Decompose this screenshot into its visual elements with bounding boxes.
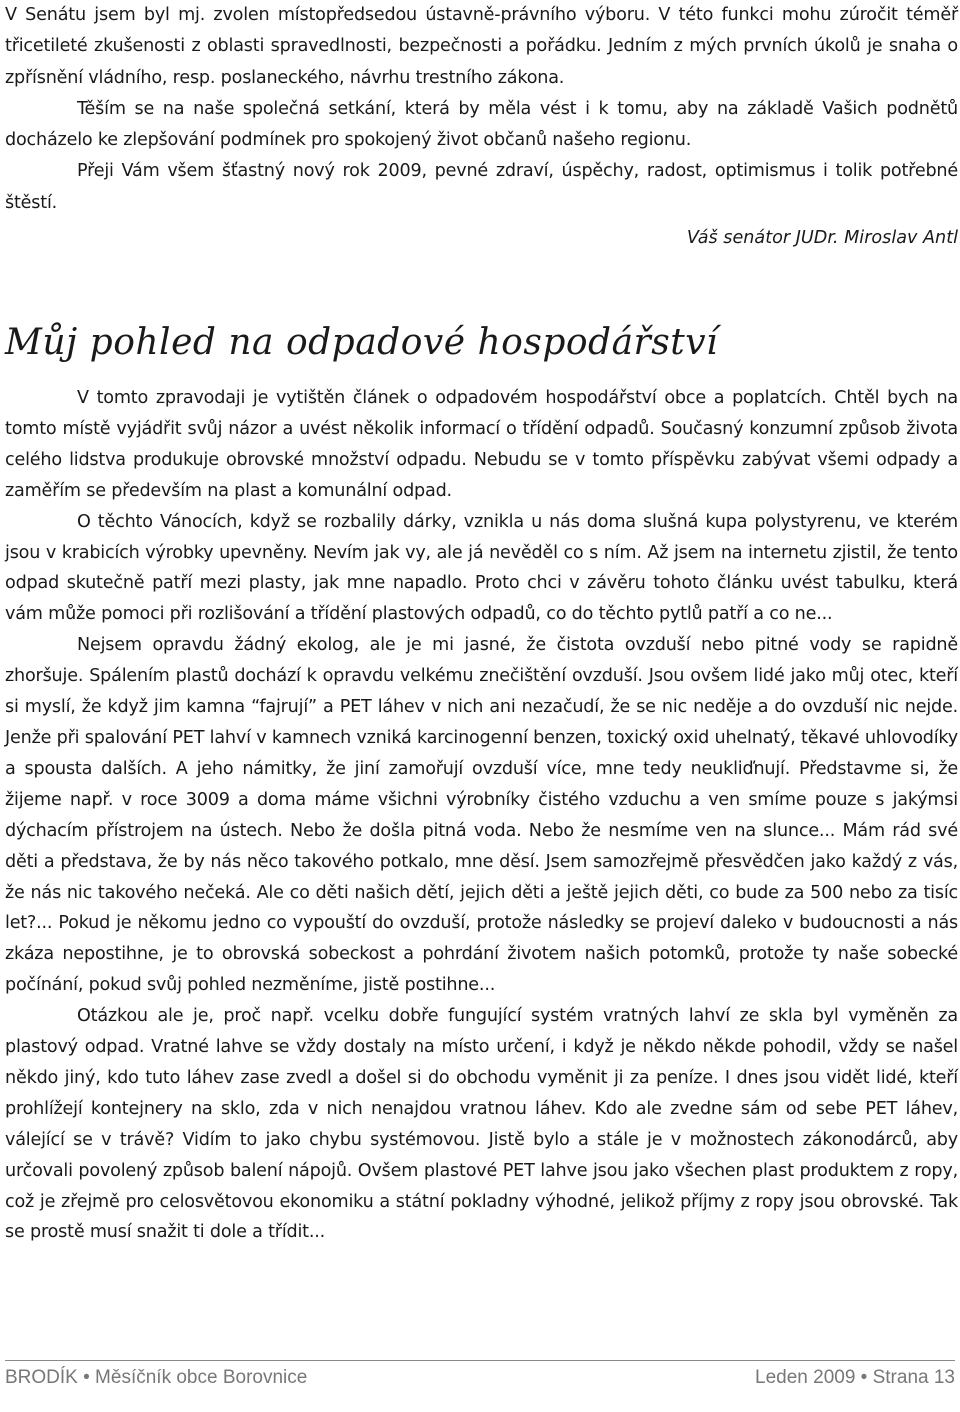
- footer-publication: BRODÍK • Měsíčník obce Borovnice: [5, 1367, 308, 1388]
- intro-section: [5, 0, 958, 254]
- article-paragraph: Nejsem opravdu žádný ekolog, ale je mi jasné, že čistota ovzduší nebo pitné vody se rapidně zhoršuje. Spálením plastů dochází k opravdu velkému znečištění ovzduší. Jsou ovšem lidé jako můj otec, kteří si myslí, že když jim kamna “fajrují” a PET láhev v nich ani nezačudí, že se nic neděje a do ovzduší nic nejde. Jenže při spalování PET lahví v kamnech vzniká karcinogenní benzen, toxický oxid uhelnatý, těkavé uhlovodíky a spousta dalších. A jeho námitky, že jiní zamořují ovzduší více, mne tedy neukliďnují. Představme si, že žijeme např. v roce 3009 a doma máme všichni výrobníky čistého vzduchu a ven smíme pouze s jakýmsi dýchacím přístrojem na ústech. Nebo že došla pitná voda. Nebo že nesmíme ven na slunce... Mám rád své děti a představa, že by nás něco takového potkalo, mne děsí. Jsem samozřejmě přesvědčen jako každý z vás, že nás nic takového nečeká. Ale co děti našich dětí, jejich děti a ještě jejich děti, co bude za 500 nebo za tisíc let?... Pokud je někomu jedno co vypouští do ovzduší, protože následky se projeví daleko v budoucnosti a nás zkáza nepostihne, je to obrovská sobeckost a pohrdání životem našich potomků, protože ty naše sobecké počínání, pokud svůj pohled nezměníme, jistě postihne...: [5, 635, 958, 996]
- intro-paragraph: Přeji Vám všem šťastný nový rok 2009, pevné zdraví, úspěchy, radost, optimismus i tolik potřebné štěstí.: [5, 161, 958, 213]
- article-paragraph: Otázkou ale je, proč např. vcelku dobře fungující systém vratných lahví ze skla byl vyměněn za plastový odpad. Vratné lahve se vždy dostaly na místo určení, i když je někdo někde pohodil, vždy se našel někdo jiný, kdo tuto láhev zase zvedl a došel si do obchodu vyměnit ji za peníze. I dnes jsou vidět lidé, kteří prohlížejí kontejnery na sklo, zda v nich nenajdou vratnou láhev. Kdo ale zvedne sám od sebe PET láhev, válející se v trávě? Vidím to jako chybu systémovou. Jistě bylo a stále je v možnostech zákonodárců, aby určovali povolený způsob balení nápojů. Ovšem plastové PET lahve jsou jako všechen plast produktem z ropy, což je zřejmě pro celosvětovou ekonomiku a státní pokladny výhodné, jelikož příjmy z ropy jsou obrovské. Tak se prostě musí snažit ti dole a třídit...: [5, 1006, 958, 1243]
- article-paragraph: V tomto zpravodaji je vytištěn článek o odpadovém hospodářství obce a poplatcích. Chtěl bych na tomto místě vyjádřit svůj názor a uvést několik informací o třídění odpadů. Současný konzumní způsob života celého lidstva produkuje obrovské množství odpadu. Nebudu se v tomto příspěvku zabývat všemi odpady a zaměřím se především na plast a komunální odpad.: [5, 388, 958, 501]
- intro-paragraph: V Senátu jsem byl mj. zvolen místopředsedou ústavně-právního výboru. V této funkci mohu zúročit téměř třicetileté zkušenosti z oblasti spravedlnosti, bezpečnosti a pořádku. Jedním z mých prvních úkolů je snaha o zpřísnění vládního, resp. poslaneckého, návrhu trestního zákona.: [5, 5, 958, 88]
- intro-paragraph: Těším se na naše společná setkání, která by měla vést i k tomu, aby na základě Vašich podnětů docházelo ke zlepšování podmínek pro spokojený život občanů našeho regionu.: [5, 98, 958, 151]
- footer-issue-page: Leden 2009 • Strana 13: [755, 1367, 955, 1388]
- article-paragraph: O těchto Vánocích, když se rozbalily dárky, vznikla u nás doma slušná kupa polystyrenu, ve kterém jsou v krabicích výrobky upevněny. Nevím jak vy, ale já nevěděl co s ním. Až jsem na internetu zjistil, že tento odpad skutečně patří mezi plasty, jak mne napadlo. Proto chci v závěru tohoto článku uvést tabulku, která vám může pomoci při rozlišování a třídění plastových odpadů, co do těchto pytlů patří a co ne...: [5, 511, 958, 625]
- senator-signature: Váš senátor JUDr. Miroslav Antl: [686, 228, 958, 249]
- page-footer: [5, 1360, 955, 1389]
- article-body: [5, 383, 958, 1248]
- article-title: Můj pohled na odpadové hospodářství: [5, 322, 719, 363]
